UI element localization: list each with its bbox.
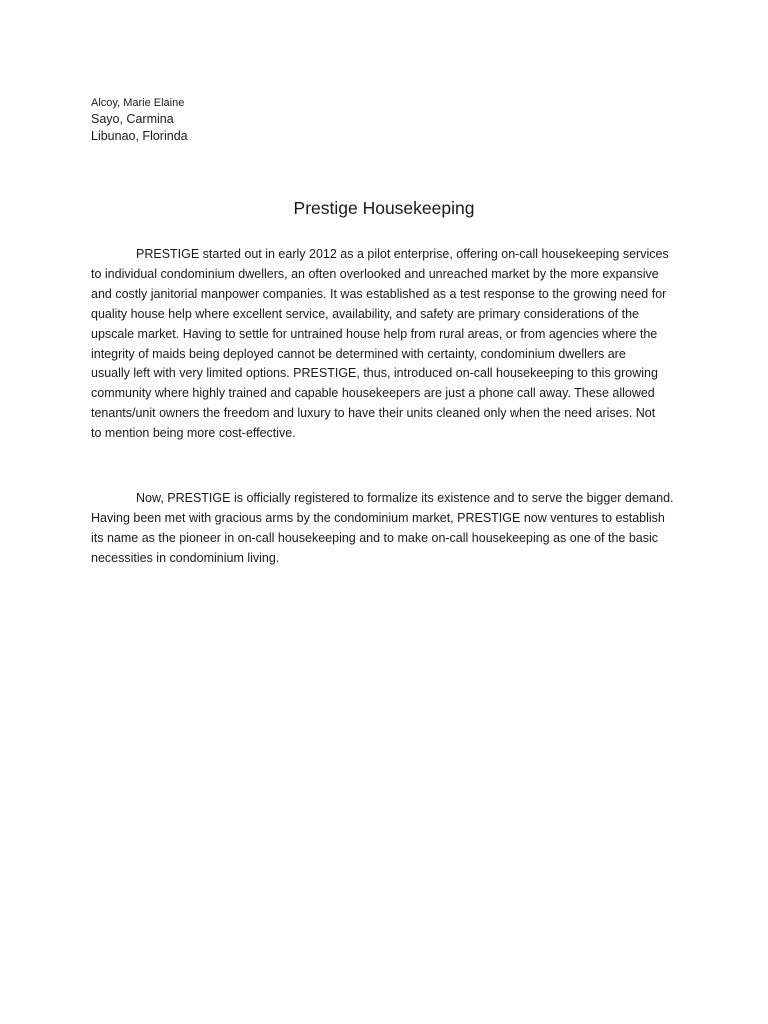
paragraph-line: community where highly trained and capable housekeepers are just a phone call away. These allowed [91,386,655,401]
paragraph-line: usually left with very limited options. PRESTIGE, thus, introduced on-call housekeeping to this growing [91,366,658,381]
paragraph-line: its name as the pioneer in on-call housekeeping and to make on-call housekeeping as one of the basic [91,530,659,545]
paragraph-line: integrity of maids being deployed cannot be determined with certainty, condominium dwellers are [91,346,626,361]
paragraph-line: tenants/unit owners the freedom and luxury to have their units cleaned only when the need arises. Not [91,406,656,421]
paragraph-line: to individual condominium dwellers, an often overlooked and unreached market by the more expansive [91,266,659,281]
paragraph-current-status [91,489,677,569]
author-name: Alcoy, Marie Elaine [91,97,185,109]
paragraph-line: Now, PRESTIGE is officially registered to formalize its existence and to serve the bigger demand. [136,491,674,505]
author-list [91,95,491,145]
paragraph-line: and costly janitorial manpower companies. It was established as a test response to the growing need for [91,286,667,301]
paragraph-line: quality house help where excellent service, availability, and safety are primary considerations of the [91,306,639,321]
paragraph-intro [91,245,677,444]
author-name: Libunao, Florinda [91,129,188,143]
paragraph-line: to mention being more cost-effective. [91,426,296,441]
paragraph-line: PRESTIGE started out in early 2012 as a pilot enterprise, offering on-call housekeeping services [136,247,669,261]
paragraph-line: upscale market. Having to settle for untrained house help from rural areas, or from agencies where the [91,326,658,341]
document-title: Prestige Housekeeping [293,198,475,218]
paragraph-line: necessities in condominium living. [91,550,280,565]
paragraph-line: Having been met with gracious arms by the condominium market, PRESTIGE now ventures to establish [91,510,665,525]
author-name: Sayo, Carmina [91,112,174,126]
